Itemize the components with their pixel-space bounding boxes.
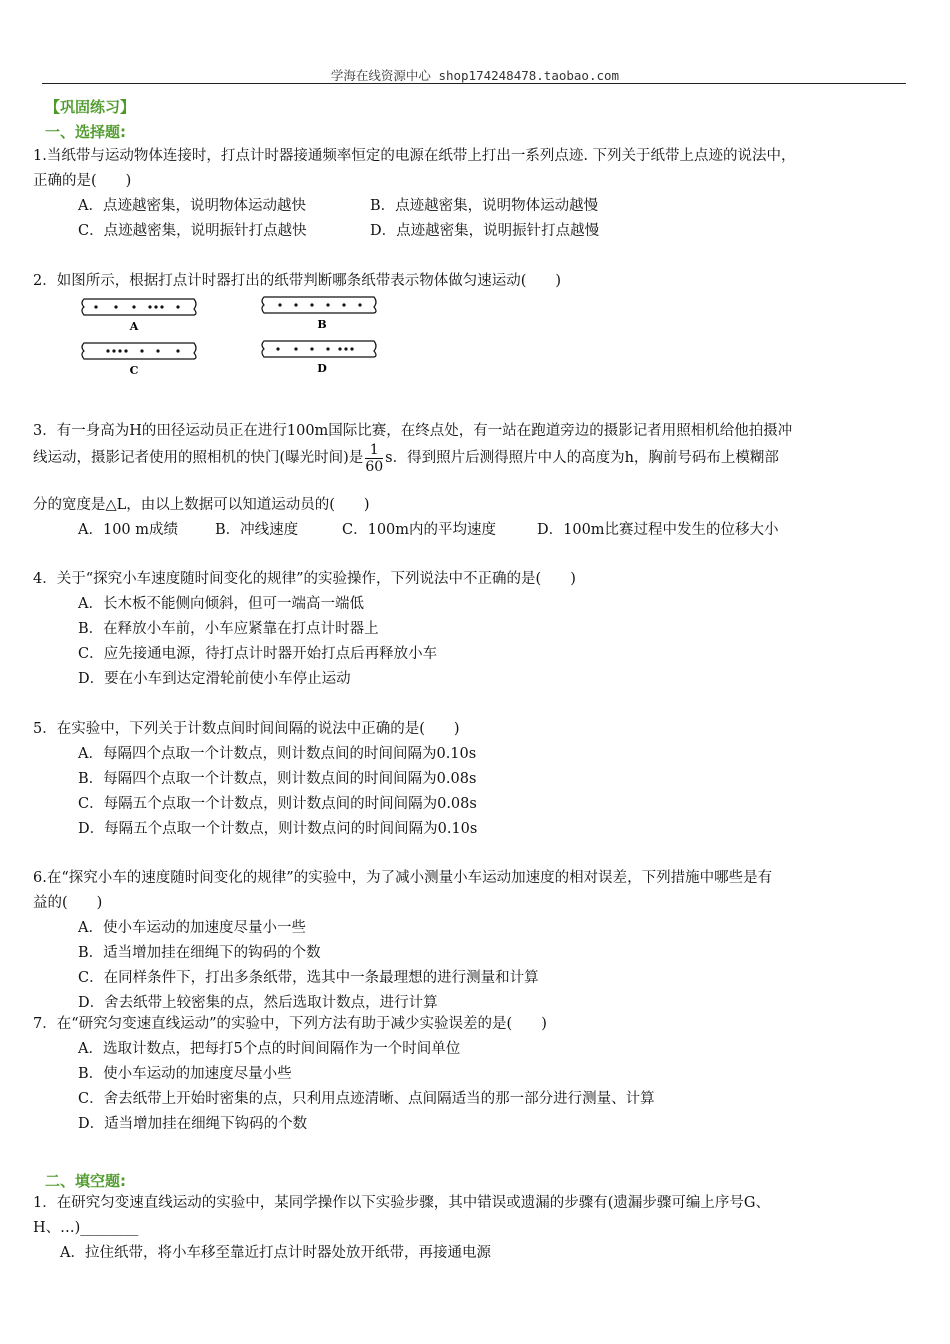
q5-option-b: B．每隔四个点取一个计数点，则计数点间的时间间隔为0.08s xyxy=(78,771,477,787)
q4-option-b: B．在释放小车前，小车应紧靠在打点计时器上 xyxy=(78,621,379,637)
fraction-denominator: 60 xyxy=(365,458,384,475)
f1-stem-line2: H、…)________ xyxy=(33,1220,139,1236)
q3-stem-line2-part1: 线运动，摄影记者使用的照相机的快门(曝光时间)是 xyxy=(33,450,364,466)
q7-option-b: B．使小车运动的加速度尽量小些 xyxy=(78,1066,292,1082)
q7-option-d: D．适当增加挂在细绳下钩码的个数 xyxy=(78,1116,308,1132)
q3-option-c: C．100m内的平均速度 xyxy=(342,522,497,538)
tape-label-c: C xyxy=(129,364,139,377)
q6-option-c: C．在同样条件下，打出多条纸带，选其中一条最理想的进行测量和计算 xyxy=(78,970,539,986)
q3-stem-line2-part2: s．得到照片后测得照片中人的高度为h，胸前号码布上模糊部 xyxy=(385,450,779,466)
tape-c xyxy=(82,343,196,359)
q7-stem: 7．在“研究匀变速直线运动”的实验中，下列方法有助于减少实验误差的是( ) xyxy=(33,1016,547,1032)
q4-option-a: A．长木板不能侧向倾斜，但可一端高一端低 xyxy=(78,596,364,612)
q6-stem-line1: 6.在“探究小车的速度随时间变化的规律”的实验中，为了减小测量小车运动加速度的相对误差，下列措施中哪些是有 xyxy=(33,870,773,886)
q3-stem-line2 xyxy=(33,440,779,476)
q7-option-a: A．选取计数点，把每打5个点的时间间隔作为一个时间单位 xyxy=(78,1041,461,1057)
tape-label-d: D xyxy=(317,362,327,375)
exposure-time-fraction xyxy=(365,442,383,475)
q3-stem-line3: 分的宽度是△L，由以上数据可以知道运动员的( ) xyxy=(33,497,370,513)
q3-option-a: A．100 m成绩 xyxy=(78,522,179,538)
q6-stem-line2: 益的( ) xyxy=(33,895,103,911)
tape-b xyxy=(262,297,376,313)
q1-option-c: C．点迹越密集，说明振针打点越快 xyxy=(78,223,307,239)
tape-d xyxy=(262,341,376,357)
q4-stem: 4．关于“探究小车速度随时间变化的规律”的实验操作，下列说法中不正确的是( ) xyxy=(33,571,576,587)
q3-option-d: D．100m比赛过程中发生的位移大小 xyxy=(537,522,779,538)
q5-stem: 5．在实验中，下列关于计数点间时间间隔的说法中正确的是( ) xyxy=(33,721,460,737)
paper-tape-diagram xyxy=(78,294,398,380)
q5-option-d: D．每隔五个点取一个计数点，则计数点问的时间间隔为0.10s xyxy=(78,821,478,837)
q5-option-c: C．每隔五个点取一个计数点，则计数点间的时间间隔为0.08s xyxy=(78,796,477,812)
header-rule xyxy=(42,83,906,84)
paper-tape-figure xyxy=(78,294,398,380)
f1-step-a: A．拉住纸带，将小车移至靠近打点计时器处放开纸带，再接通电源 xyxy=(60,1245,491,1261)
practice-heading: 【巩固练习】 xyxy=(45,98,136,116)
q6-option-d: D．舍去纸带上较密集的点，然后选取计数点，进行计算 xyxy=(78,995,438,1011)
fraction-numerator: 1 xyxy=(369,441,379,458)
q3-stem-line1: 3．有一身高为H的田径运动员正在进行100m国际比赛，在终点处，有一站在跑道旁边的摄影记者用照相机给他拍摄冲 xyxy=(33,423,793,439)
section-multiple-choice: 一、选择题: xyxy=(45,123,126,141)
q1-option-a: A．点迹越密集，说明物体运动越快 xyxy=(78,198,306,214)
q1-stem-line1: 1.当纸带与运动物体连接时，打点计时器接通频率恒定的电源在纸带上打出一系列点迹. 下列关于纸带上点迹的说法中， xyxy=(33,148,796,164)
tape-label-a: A xyxy=(129,320,139,333)
tape-a xyxy=(82,299,196,315)
section-fill-in: 二、填空题: xyxy=(45,1172,126,1190)
q1-stem-line2: 正确的是( ) xyxy=(33,173,132,189)
q4-option-c: C．应先接通电源，待打点计时器开始打点后再释放小车 xyxy=(78,646,438,662)
q6-option-a: A．使小车运动的加速度尽量小一些 xyxy=(78,920,306,936)
q7-option-c: C．舍去纸带上开始时密集的点，只利用点迹清晰、点间隔适当的那一部分进行测量、计算 xyxy=(78,1091,655,1107)
q3-option-b: B．冲线速度 xyxy=(215,522,299,538)
q4-option-d: D．要在小车到达定滑轮前使小车停止运动 xyxy=(78,671,351,687)
q5-option-a: A．每隔四个点取一个计数点，则计数点间的时间间隔为0.10s xyxy=(78,746,477,762)
tape-label-b: B xyxy=(317,318,327,331)
q2-stem: 2．如图所示，根据打点计时器打出的纸带判断哪条纸带表示物体做匀速运动( ) xyxy=(33,273,562,289)
q1-option-d: D．点迹越密集，说明振针打点越慢 xyxy=(370,223,600,239)
q6-option-b: B．适当增加挂在细绳下的钩码的个数 xyxy=(78,945,321,961)
f1-stem-line1: 1．在研究匀变速直线运动的实验中，某同学操作以下实验步骤，其中错误或遗漏的步骤有(遗漏步骤可编上序号G、 xyxy=(33,1195,770,1211)
q1-option-b: B．点迹越密集，说明物体运动越慢 xyxy=(370,198,599,214)
page-header: 学海在线资源中心 shop174248478.taobao.com xyxy=(330,68,620,83)
